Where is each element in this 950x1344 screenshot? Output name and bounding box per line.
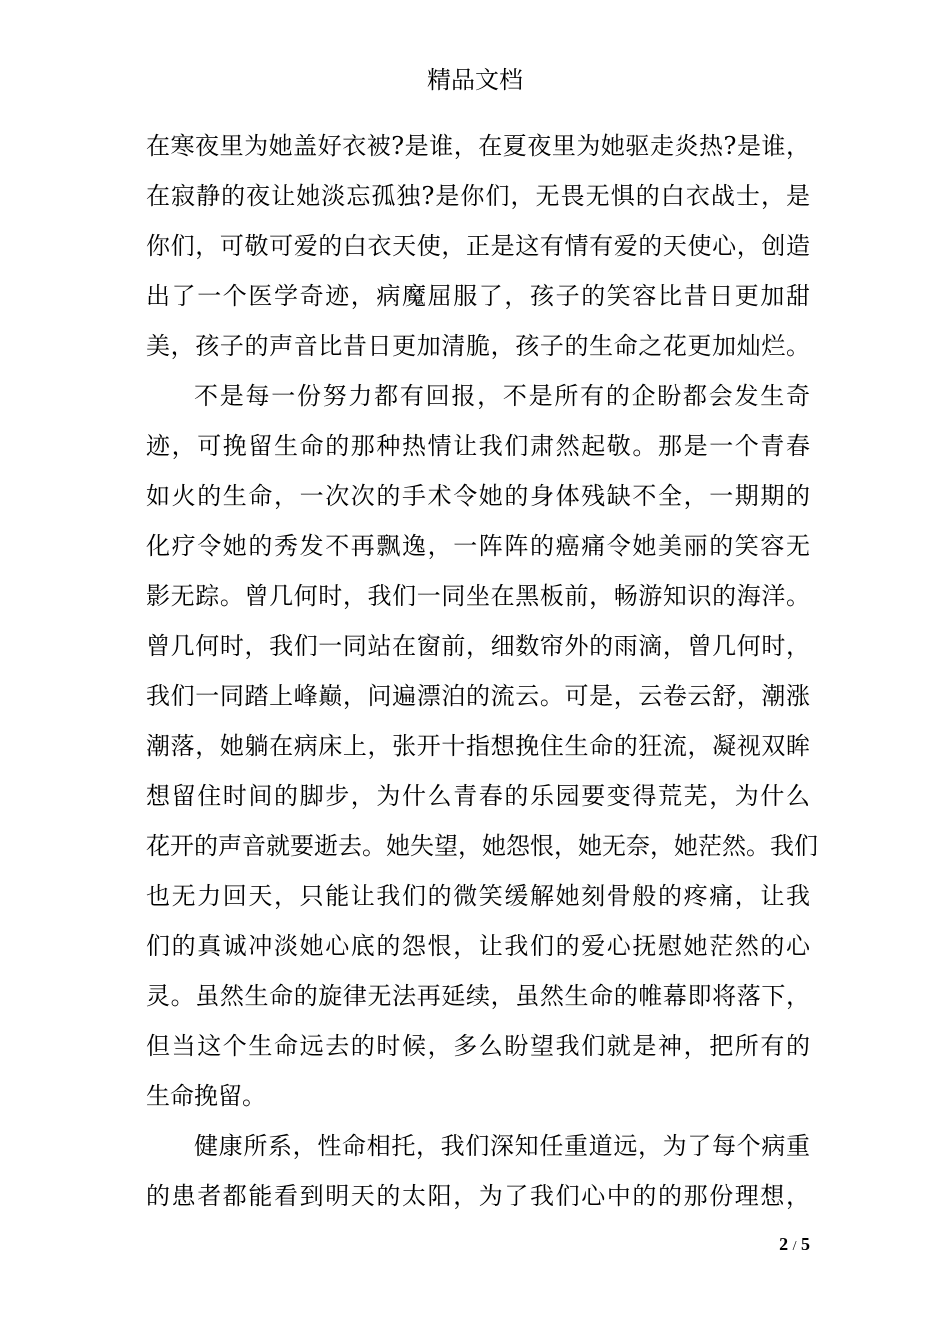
text-line: 你们，可敬可爱的白衣天使，正是这有情有爱的天使心，创造 — [146, 232, 810, 260]
page-total: 5 — [801, 1234, 810, 1254]
text-line: 灵。虽然生命的旋律无法再延续，虽然生命的帷幕即将落下， — [146, 982, 810, 1010]
page-header-title: 精品文档 — [427, 66, 523, 94]
text-line: 花开的声音就要逝去。她失望，她怨恨，她无奈，她茫然。我们 — [146, 832, 818, 860]
text-line: 想留住时间的脚步，为什么青春的乐园要变得荒芜，为什么 — [146, 782, 810, 810]
text-line: 如火的生命，一次次的手术令她的身体残缺不全，一期期的 — [146, 482, 810, 510]
text-line: 生命挽留。 — [146, 1082, 266, 1110]
document-body — [146, 128, 818, 1228]
text-line: 曾几何时，我们一同站在窗前，细数帘外的雨滴，曾几何时， — [146, 632, 810, 660]
text-line: 在寒夜里为她盖好衣被?是谁，在夏夜里为她驱走炎热?是谁， — [146, 132, 810, 160]
text-line: 出了一个医学奇迹，病魔屈服了，孩子的笑容比昔日更加甜 — [146, 282, 810, 310]
text-line: 迹，可挽留生命的那种热情让我们肃然起敬。那是一个青春 — [146, 432, 810, 460]
text-line: 我们一同踏上峰巅，问遍漂泊的流云。可是，云卷云舒，潮涨 — [146, 682, 810, 710]
page-current: 2 — [779, 1234, 789, 1254]
text-line: 们的真诚冲淡她心底的怨恨，让我们的爱心抚慰她茫然的心 — [146, 932, 810, 960]
text-line: 不是每一份努力都有回报，不是所有的企盼都会发生奇 — [194, 382, 810, 410]
page-separator: / — [792, 1239, 797, 1254]
text-line: 也无力回天，只能让我们的微笑缓解她刻骨般的疼痛，让我 — [146, 882, 810, 910]
text-line: 的患者都能看到明天的太阳，为了我们心中的的那份理想， — [146, 1182, 810, 1210]
text-line: 健康所系，性命相托，我们深知任重道远，为了每个病重 — [194, 1132, 810, 1160]
text-line: 潮落，她躺在病床上，张开十指想挽住生命的狂流，凝视双眸 — [146, 732, 810, 760]
text-line: 美，孩子的声音比昔日更加清脆，孩子的生命之花更加灿烂。 — [146, 332, 810, 360]
text-line: 但当这个生命远去的时候，多么盼望我们就是神，把所有的 — [146, 1032, 810, 1060]
text-line: 影无踪。曾几何时，我们一同坐在黑板前，畅游知识的海洋。 — [146, 582, 810, 610]
page-number — [700, 1232, 810, 1259]
text-line: 化疗令她的秀发不再飘逸，一阵阵的癌痛令她美丽的笑容无 — [146, 532, 810, 560]
text-line: 在寂静的夜让她淡忘孤独?是你们，无畏无惧的白衣战士，是 — [146, 182, 810, 210]
